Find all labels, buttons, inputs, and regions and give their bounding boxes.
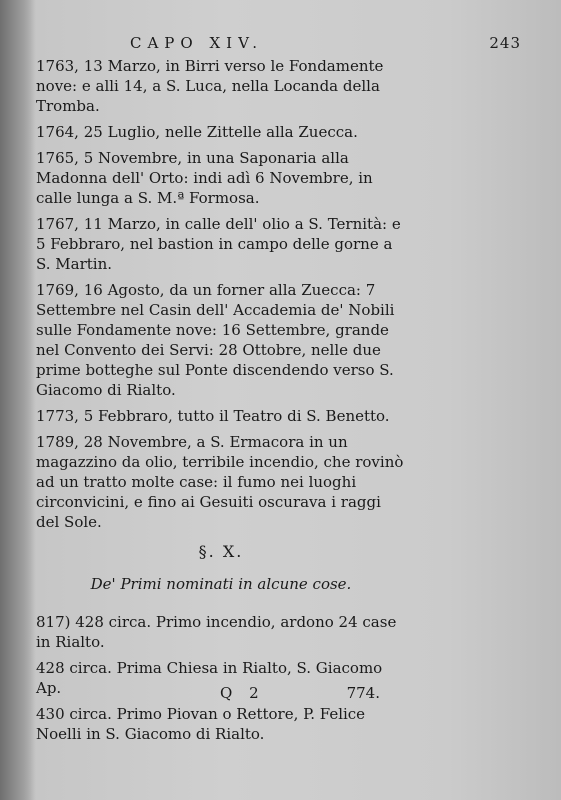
entry-1789: 1789, 28 Novembre, a S. Ermacora in un magazzino da olio, terribile incendio, che rovinò ad un tratto molte case: il fumo nei luoghi circonvicini, e fino ai Gesuiti oscurava i raggi del Sole. bbox=[36, 433, 404, 531]
item-first-fire: 817) 428 circa. Primo incendio, ardono 24 case in Rialto. bbox=[36, 613, 397, 651]
entry-1769: 1769, 16 Agosto, da un forner alla Zuecca: 7 Settembre nel Casin dell' Accademia de' Nobili sulle Fondamente nove: 16 Settembre, grande nel Convento dei Servi: 28 Ottobre, nelle due prime botteghe sul Ponte discendendo verso S. Giacomo di Rialto. bbox=[36, 281, 395, 399]
entry-1765: 1765, 5 Novembre, in una Saponaria alla Madonna dell' Orto: indi adì 6 Novembre, in calle lunga a S. M.ª Formosa. bbox=[36, 149, 373, 207]
signature-mark: Q 2 bbox=[220, 684, 265, 702]
catchword: 774. bbox=[346, 684, 380, 702]
section-heading: §. X. bbox=[198, 542, 244, 561]
page-header bbox=[130, 34, 521, 54]
item-first-church: 428 circa. Prima Chiesa in Rialto, S. Giacomo Ap. bbox=[36, 659, 383, 697]
item-first-rector: 430 circa. Primo Piovan o Rettore, P. Felice Noelli in S. Giacomo di Rialto. bbox=[36, 705, 366, 743]
page-number: 243 bbox=[489, 34, 521, 52]
book-spine-shadow bbox=[0, 0, 36, 800]
entry-1767: 1767, 11 Marzo, in calle dell' olio a S. Ternità: e 5 Febbraro, nel bastion in campo delle gorne a S. Martin. bbox=[36, 215, 401, 273]
running-title: CAPO XIV. bbox=[130, 34, 264, 52]
entry-1763: 1763, 13 Marzo, in Birri verso le Fondamente nove: e alli 14, a S. Luca, nella Locanda della Tromba. bbox=[36, 57, 384, 115]
body-text bbox=[36, 56, 406, 750]
entry-1764: 1764, 25 Luglio, nelle Zittelle alla Zuecca. bbox=[36, 123, 358, 141]
entry-1773: 1773, 5 Febbraro, tutto il Teatro di S. Benetto. bbox=[36, 407, 390, 425]
page-footer bbox=[220, 684, 380, 706]
section-subtitle: De' Primi nominati in alcune cose. bbox=[90, 575, 352, 593]
